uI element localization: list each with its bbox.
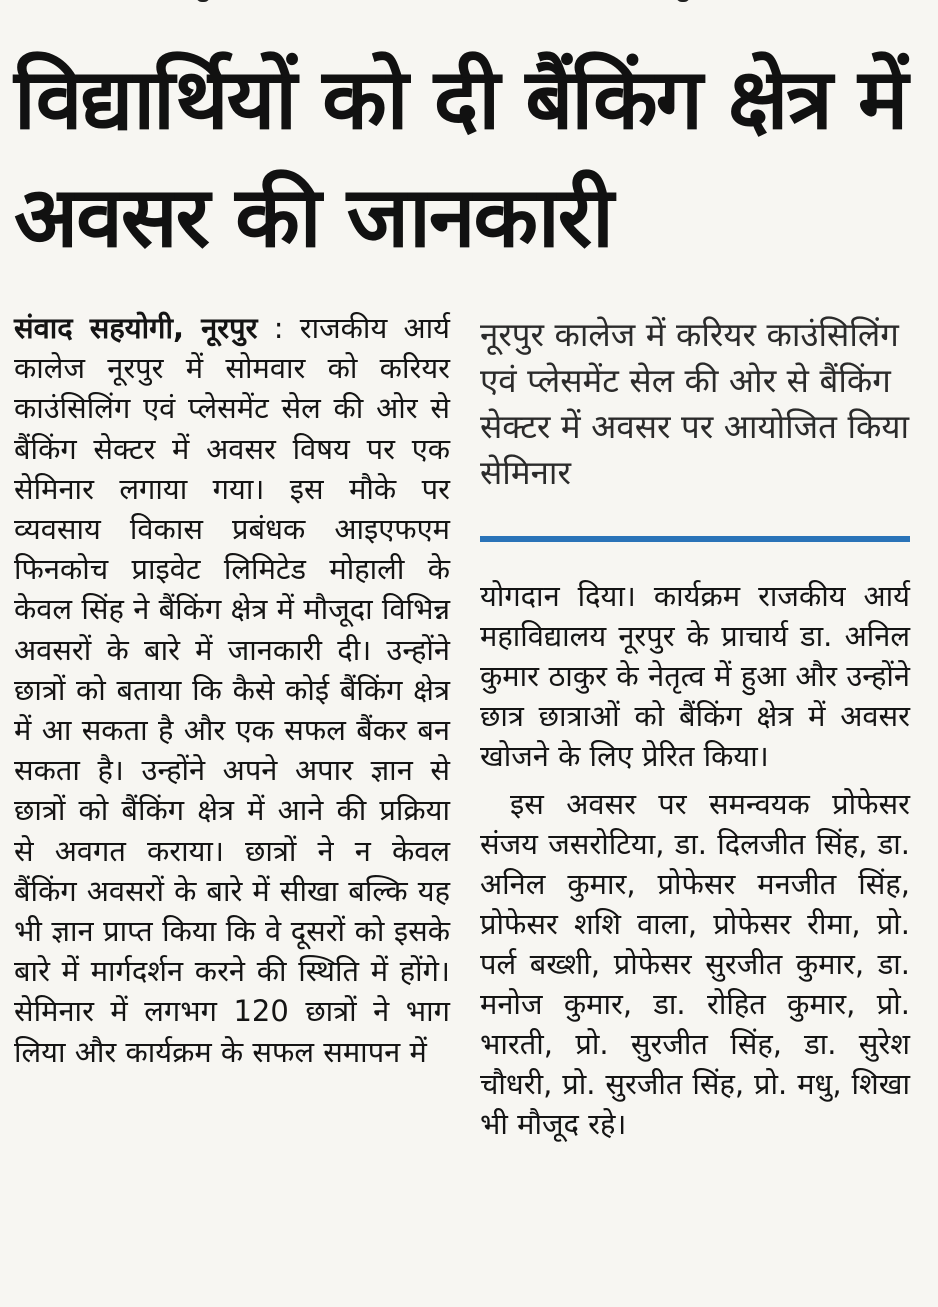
highlight-quote: नूरपुर कालेज में करियर काउंसिलिंग एवं प्लेसमेंट सेल की ओर से बैंकिंग सेक्टर में अवसर पर आयोजित किया सेमिनार — [480, 315, 910, 492]
blue-divider-rule — [480, 536, 910, 542]
article-paragraph-right-1: योगदान दिया। कार्यक्रम राजकीय आर्य महाविद्यालय नूरपुर के प्राचार्य डा. अनिल कुमार ठाकुर के नेतृत्व में हुआ और उन्होंने छात्र छात्राओं को बैंकिंग क्षेत्र में अवसर खोजने के लिए प्रेरित किया। — [480, 579, 910, 773]
cropped-previous-text — [0, 0, 938, 14]
article-paragraph-right-2: इस अवसर पर समन्वयक प्रोफेसर संजय जसरोटिया, डा. दिलजीत सिंह, डा. अनिल कुमार, प्रोफेसर मनजीत सिंह, प्रोफेसर शशि वाला, प्रोफेसर रीमा, प्रो. पर्ल बख्शी, प्रोफेसर सुरजीत कुमार, डा. मनोज कुमार, डा. रोहित कुमार, प्रो. भारती, प्रो. सुरजीत सिंह, डा. सुरेश चौधरी, प्रो. सुरजीत सिंह, प्रो. मधु, शिखा भी मौजूद रहे। — [480, 787, 910, 1141]
byline-separator: : — [257, 311, 300, 345]
headline: विद्यार्थियों को दी बैंकिंग क्षेत्र में अवसर की जानकारी — [14, 50, 907, 266]
article-column-left — [14, 308, 450, 1072]
article-column-right — [480, 576, 910, 1144]
byline-credit: संवाद सहयोगी, नूरपुर — [14, 311, 258, 345]
article-body-left: राजकीय आर्य कालेज नूरपुर में सोमवार को करियर काउंसिलिंग एवं प्लेसमेंट सेल की ओर से बैंकिंग सेक्टर में अवसर विषय पर एक सेमिनार लगाया गया। इस मौके पर व्यवसाय विकास प्रबंधक आइएफएम फिनकोच प्राइवेट लिमिटेड मोहाली के केवल सिंह ने बैंकिंग क्षेत्र में मौजूदा विभिन्न अवसरों के बारे में जानकारी दी। उन्होंने छात्रों को बताया कि कैसे कोई बैंकिंग क्षेत्र में आ सकता है और एक सफल बैंकर बन सकता है। उन्होंने अपने अपार ज्ञान से छात्रों को बैंकिंग क्षेत्र में आने की प्रक्रिया से अवगत कराया। छात्रों ने न केवल बैंकिंग अवसरों के बारे में सीखा बल्कि यह भी ज्ञान प्राप्त किया कि वे दूसरों को इसके बारे में मार्गदर्शन करने की स्थिति में होंगे। सेमिनार में लगभग 120 छात्रों ने भाग लिया और कार्यक्रम के सफल समापन में — [14, 311, 450, 1069]
article-paragraph-left — [14, 308, 450, 1072]
